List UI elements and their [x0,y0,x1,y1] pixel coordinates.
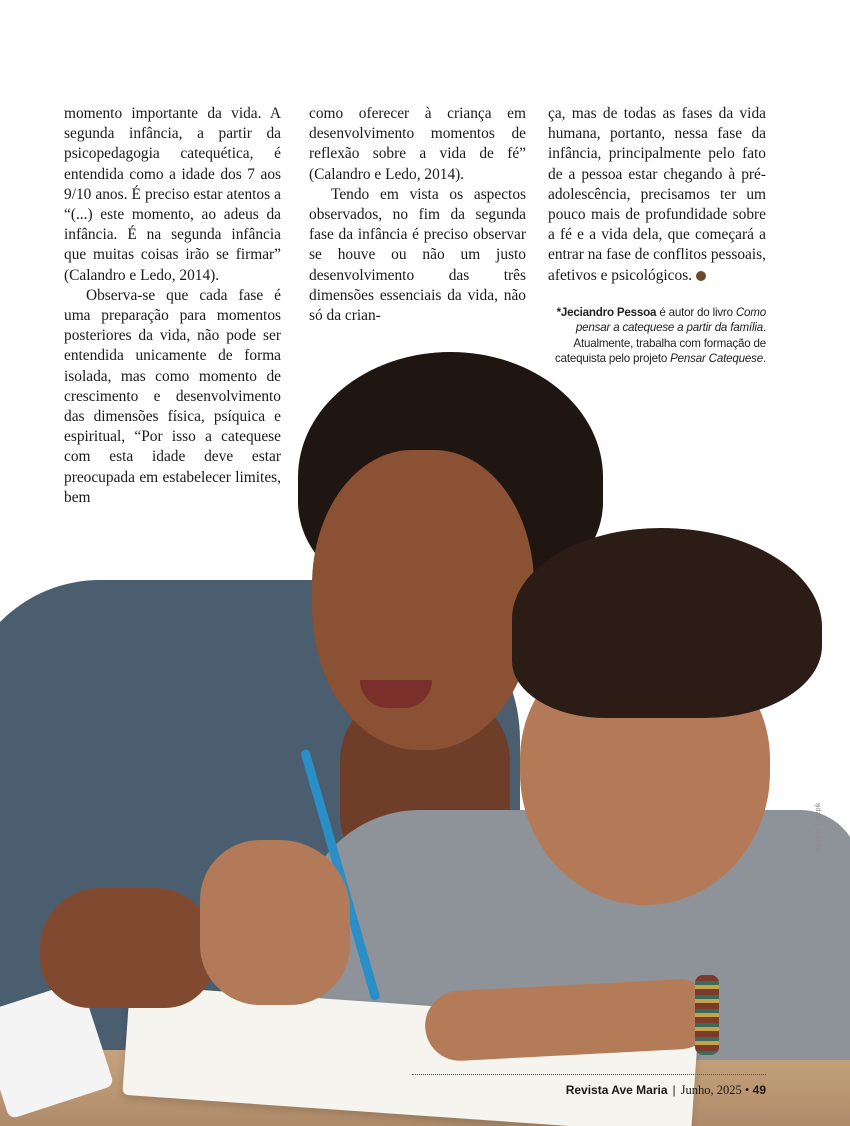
paragraph: Tendo em vista os aspectos observados, no fim da segunda fase da infância é preciso observar se houve ou não um justo desenvolvimento das três dimensões essenciais da vida, não só da crian- [309,185,526,325]
page-footer [566,1083,766,1098]
end-of-article-mark [696,271,706,281]
text-column-1 [64,104,281,508]
paragraph: momento importante da vida. A segunda infância, a partir da psicopedagogia catequética, é entendida como a idade dos 7 aos 9/10 anos. É preciso estar atentos a “(...) este momento, ao adeus da infância. É na segunda infância que muitas coisas irão se firmar” (Calandro e Ledo, 2014). [64,105,281,284]
book-title: Como pensar a catequese a partir da família [575,306,766,335]
page-number: 49 [752,1083,766,1097]
magazine-name: Revista Ave Maria [565,1083,668,1097]
bio-text: . Atualmente, trabalha com formação de catequista pelo projeto [555,321,766,366]
author-name: *Jeciandro Pessoa [556,306,657,319]
author-bio [548,305,766,367]
project-name: Pensar Catequese [670,352,763,366]
child-writing-hand [200,840,350,1005]
text-column-3 [548,104,766,286]
child-bracelet [695,975,719,1055]
bio-text: . [762,352,766,366]
paragraph-text: ça, mas de todas as fases da vida humana, portanto, nessa fase da infância, principalmente pelo fato de a pessoa estar chegando à pré-adolescência, precisamos ter um pouco mais de profundidade sobre a fé e a vida dela, que começará a entrar na fase de conflitos pessoais, afetivos e psicológicos. [548,105,766,284]
mother-hand [40,888,215,1008]
mother-face [312,450,534,750]
footer-separator: | [672,1083,676,1097]
footer-divider [412,1074,766,1075]
paragraph: Observa-se que cada fase é uma preparação para momentos posteriores da vida, não pode ser entendida unicamente de forma isolada, mas como momento de crescimento e desenvolvimento das dimensões física, psíquica e espiritual, “Por isso a catequese com esta idade deve estar preocupada em estabelecer limites, bem [64,286,281,506]
paragraph [548,104,766,286]
child-hair [512,528,822,718]
issue-date: Junho, 2025 • [680,1083,750,1097]
paragraph: como oferecer à criança em desenvolvimento momentos de reflexão sobre a vida de fé” (Calandro e Ledo, 2014). [309,105,526,183]
bio-text: é autor do livro [656,306,736,319]
photo-credit: Imagem: Freepik [815,802,822,855]
text-column-2 [309,104,526,326]
